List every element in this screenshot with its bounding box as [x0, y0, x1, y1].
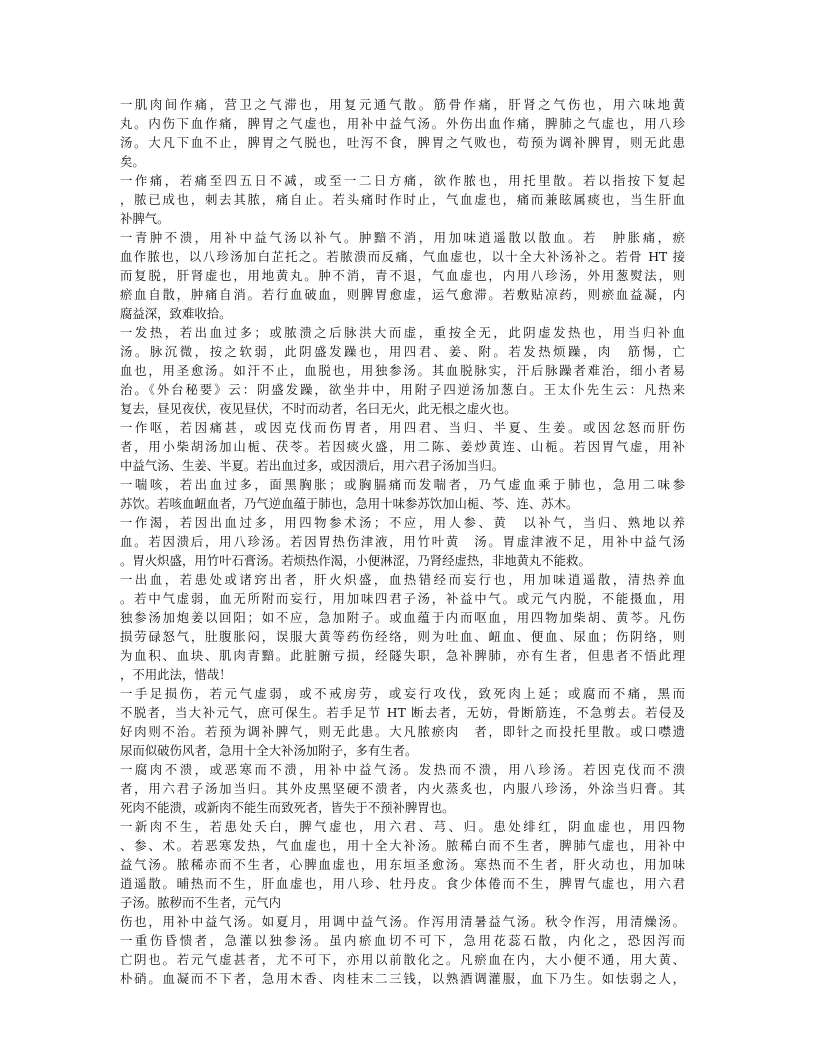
text-line: 瘀血自散，肿痛自消。若行血破血，则脾胃愈虚，运气愈滞。若敷贴凉药，则瘀血益凝，内 [120, 287, 685, 302]
text-line: 尿而似破伤风者，急用十全大补汤加附子，多有生者。 [120, 743, 418, 758]
text-line: 、参、术。若恶寒发热，气血虚也，用十全大补汤。脓稀白而不生者，脾肺气虚也，用补中 [120, 838, 685, 853]
text-line: 矣。 [120, 154, 145, 169]
text-line: 伤也，用补中益气汤。如夏月，用调中益气汤。作泻用清暑益气汤。秋令作泻，用清燥汤。 [120, 914, 685, 929]
text-line: 一出血，若患处或诸窍出者，肝火炽盛，血热错经而妄行也，用加味逍遥散，清热养血 [120, 572, 685, 587]
text-line: 腐益深，致难收拾。 [120, 306, 232, 321]
text-line: 复去，昼见夜伏，夜见昼伏，不时而动者，名曰无火，此无根之虚火也。 [120, 401, 517, 416]
text-line: 损劳碌怒气，肚腹胀闷，误服大黄等药伤经络，则为吐血、衄血、便血、尿血；伤阴络，则 [120, 629, 685, 644]
text-line: 丸。内伤下血作痛，脾胃之气虚也，用补中益气汤。外伤出血作痛，脾肺之气虚也，用八珍 [120, 116, 685, 131]
text-line: 一作渴，若因出血过多，用四物参术汤；不应，用人参、黄 以补气，当归、熟地以养 [120, 515, 685, 530]
text-line: 。胃火炽盛，用竹叶石膏汤。若烦热作渴，小便淋涩，乃肾经虚热，非地黄丸不能救。 [120, 553, 591, 568]
text-line: 好肉则不治。若预为调补脾气，则无此患。大凡脓瘀肉 者，即针之而投托里散。或口噤遗 [120, 724, 685, 739]
text-line: 为血积、血块、肌肉青黯。此脏腑亏损，经隧失职，急补脾肺，亦有生者，但患者不悟此理 [120, 648, 685, 663]
text-line: 一腐肉不溃，或恶寒而不溃，用补中益气汤。发热而不溃，用八珍汤。若因克伐而不溃 [120, 762, 685, 777]
text-line: 血。若因溃后，用八珍汤。若因胃热伤津液，用竹叶黄 汤。胃虚津液不足，用补中益气汤 [120, 534, 685, 549]
text-line: 子汤。脓秽而不生者，元气内 [120, 895, 282, 910]
text-line: 者，用小柴胡汤加山栀、茯苓。若因痰火盛，用二陈、姜炒黄连、山栀。若因胃气虚，用补 [120, 439, 685, 454]
text-line: 不脱者，当大补元气，庶可保生。若手足节 HT 断去者，无妨，骨断筋连，不急剪去。若侵及 [120, 705, 685, 720]
text-line: 益气汤。脓稀赤而不生者，心脾血虚也，用东垣圣愈汤。寒热而不生者，肝火动也，用加味 [120, 857, 685, 872]
text-line: 一青肿不溃，用补中益气汤以补气。肿黯不消，用加味逍遥散以散血。若 肿胀痛，瘀 [120, 230, 685, 245]
text-line: ，脓已成也，刺去其脓，痛自止。若头痛时作时止，气血虚也，痛而兼眩属痰也，当生肝血 [120, 192, 685, 207]
text-line: 血作脓也，以八珍汤加白芷托之。若脓溃而反痛，气血虚也，以十全大补汤补之。若骨 HT 接 [120, 249, 685, 264]
text-line: 一发热，若出血过多；或脓溃之后脉洪大而虚，重按全无，此阴虚发热也，用当归补血 [120, 325, 685, 340]
text-line: 血也，用圣愈汤。如汗不止，血脱也，用独参汤。其血脱脉实，汗后脉躁者难治，细小者易 [120, 363, 685, 378]
text-line: 苏饮。若咳血衄血者，乃气逆血蕴于肺也，急用十味参苏饮加山栀、芩、连、苏木。 [120, 496, 579, 511]
text-line: 一作呕，若因痛甚，或因克伐而伤胃者，用四君、当归、半夏、生姜。或因忿怒而肝伤 [120, 420, 685, 435]
document-body [120, 95, 685, 988]
text-line: 汤。脉沉微，按之软弱，此阴盛发躁也，用四君、姜、附。若发热烦躁，肉 筋惕，亡 [120, 344, 685, 359]
text-line: 一手足损伤，若元气虚弱，或不戒房劳，或妄行攻伐，致死肉上延；或腐而不痛，黑而 [120, 686, 685, 701]
text-line: ，不用此法，惜哉！ [120, 667, 232, 682]
text-line: 亡阴也。若元气虚甚者，尤不可下，亦用以前散化之。凡瘀血在内，大小便不通，用大黄、 [120, 952, 685, 967]
text-line: 一肌肉间作痛，营卫之气滞也，用复元通气散。筋骨作痛，肝肾之气伤也，用六味地黄 [120, 97, 685, 112]
text-line: 。若中气虚弱，血无所附而妄行，用加味四君子汤，补益中气。或元气内脱，不能摄血，用 [120, 591, 685, 606]
text-line: 补脾气。 [120, 211, 170, 226]
text-line: 一新肉不生，若患处夭白，脾气虚也，用六君、芎、归。患处绯红，阴血虚也，用四物 [120, 819, 685, 834]
text-line: 中益气汤、生姜、半夏。若出血过多，或因溃后，用六君子汤加当归。 [120, 458, 505, 473]
text-line: 治。《外台秘要》云：阴盛发躁，欲坐井中，用附子四逆汤加葱白。王太仆先生云：凡热来 [120, 382, 685, 397]
text-line: 而复脱，肝肾虚也，用地黄丸。肿不消，青不退，气血虚也，内用八珍汤，外用葱熨法，则 [120, 268, 685, 283]
text-line: 朴硝。血凝而不下者，急用木香、肉桂末二三钱，以熟酒调灌服，血下乃生。如怯弱之人， [120, 971, 685, 986]
text-line: 逍遥散。晡热而不生，肝血虚也，用八珍、牡丹皮。食少体倦而不生，脾胃气虚也，用六君 [120, 876, 685, 891]
text-line: 独参汤加炮姜以回阳；如不应，急加附子。或血蕴于内而呕血，用四物加柴胡、黄芩。凡伤 [120, 610, 685, 625]
text-line: 一重伤昏愦者，急灌以独参汤。虽内瘀血切不可下，急用花蕊石散，内化之，恐因泻而 [120, 933, 685, 948]
text-line: 死肉不能溃，或新肉不能生而致死者，皆失于不预补脾胃也。 [120, 800, 455, 815]
text-line: 者，用六君子汤加当归。其外皮黑坚硬不溃者，内火蒸炙也，内服八珍汤，外涂当归膏。其 [120, 781, 685, 796]
text-line: 一作痛，若痛至四五日不减，或至一二日方痛，欲作脓也，用托里散。若以指按下复起 [120, 173, 685, 188]
text-line: 一喘咳，若出血过多，面黑胸胀；或胸膈痛而发喘者，乃气虚血乘于肺也，急用二味参 [120, 477, 685, 492]
text-line: 汤。大凡下血不止，脾胃之气脱也，吐泻不食，脾胃之气败也，苟预为调补脾胃，则无此患 [120, 135, 685, 150]
